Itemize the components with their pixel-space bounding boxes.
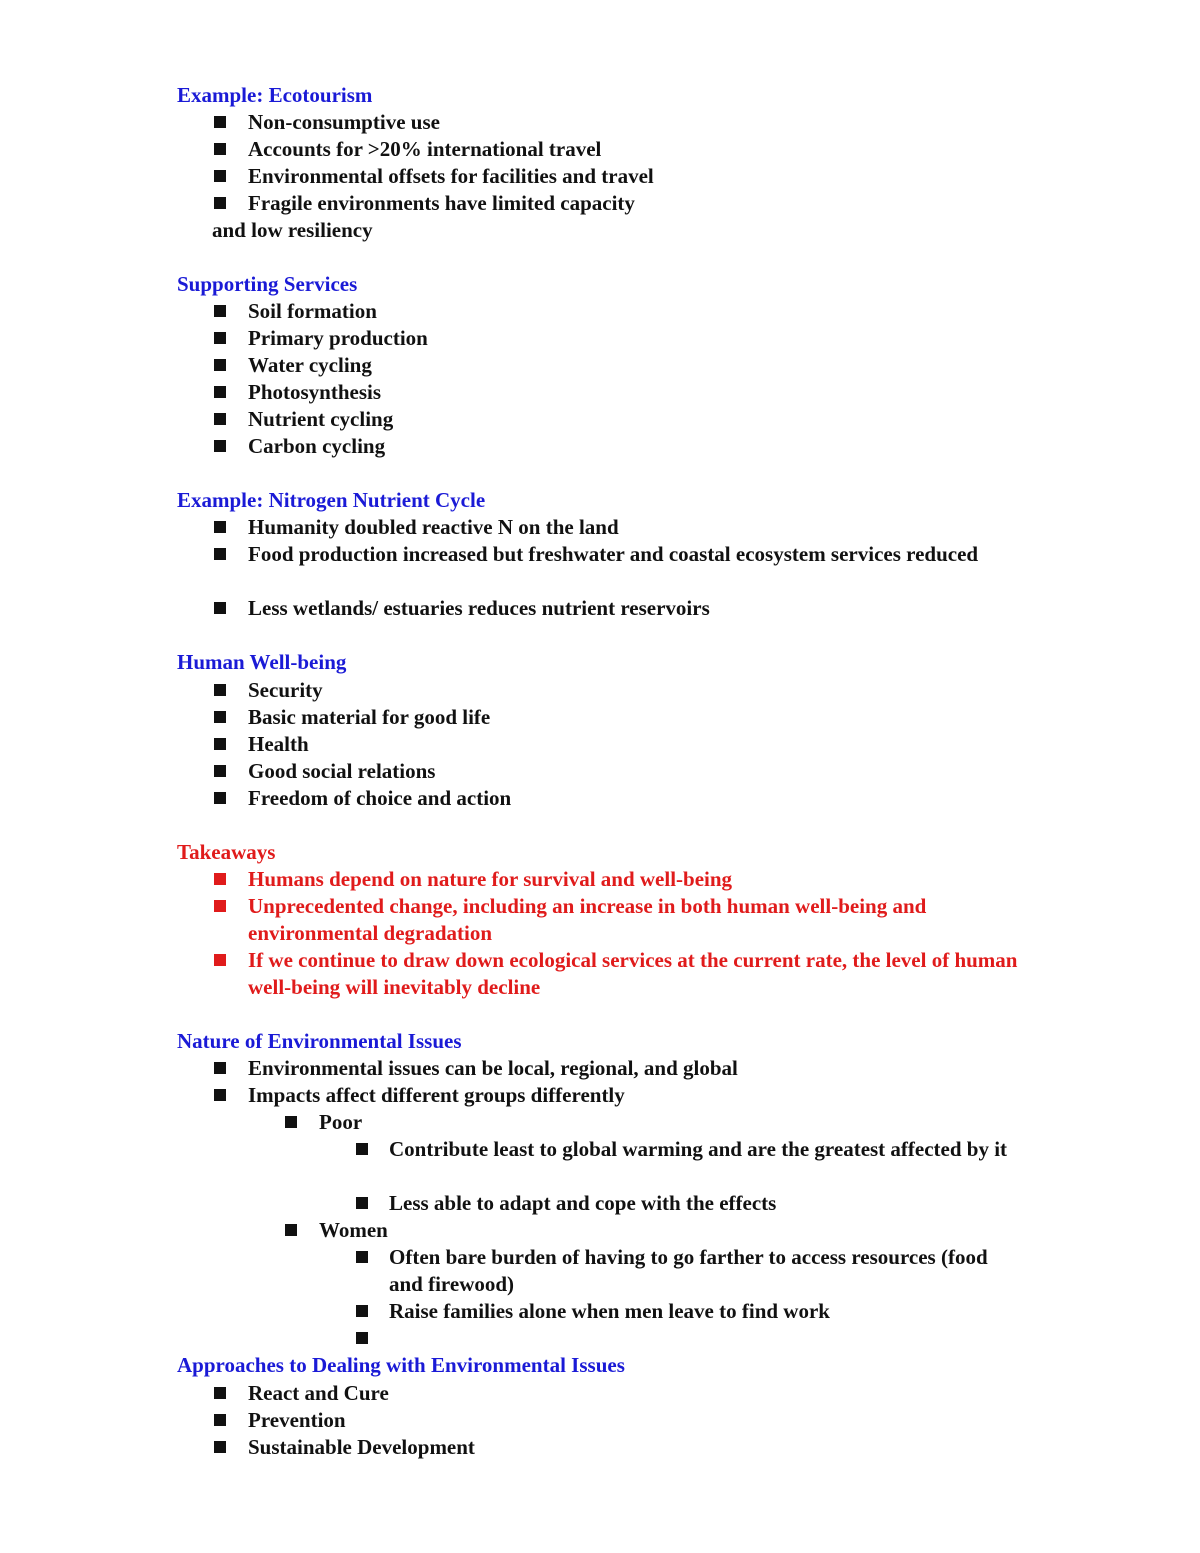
- square-bullet-icon: [214, 765, 226, 777]
- square-bullet-icon: [214, 1089, 226, 1101]
- list-item-text: Non-consumptive use: [248, 110, 440, 134]
- square-bullet-icon: [214, 116, 226, 128]
- square-bullet-icon: [214, 954, 226, 966]
- square-bullet-icon: [214, 1414, 226, 1426]
- sub-sub-list-item: [356, 1136, 1046, 1163]
- sub-list-item-women: [285, 1217, 985, 1244]
- heading-approaches: Approaches to Dealing with Environmental Issues: [177, 1353, 625, 1377]
- list-item-text: Raise families alone when men leave to find work: [389, 1299, 830, 1323]
- takeaway-text: If we continue to draw down ecological services at the current rate, the level of human well-being will inevitably decline: [248, 948, 1018, 999]
- heading-ecotourism: Example: Ecotourism: [177, 83, 373, 107]
- list-item-text: Less able to adapt and cope with the effects: [389, 1191, 777, 1215]
- list-item: [214, 1380, 1014, 1407]
- list-item-text: Water cycling: [248, 353, 372, 377]
- list-item-text: Carbon cycling: [248, 434, 386, 458]
- list-item-text: Soil formation: [248, 299, 377, 323]
- square-bullet-icon: [214, 386, 226, 398]
- list-item-text: Freedom of choice and action: [248, 786, 512, 810]
- list-item-text: Health: [248, 732, 309, 756]
- square-bullet-icon: [214, 305, 226, 317]
- list-item-text: Primary production: [248, 326, 428, 350]
- list-item: [214, 136, 1014, 163]
- square-bullet-icon: [356, 1143, 368, 1155]
- square-bullet-icon: [214, 900, 226, 912]
- list-item: [214, 785, 1014, 812]
- square-bullet-icon: [214, 143, 226, 155]
- square-bullet-icon: [285, 1224, 297, 1236]
- square-bullet-icon: [214, 521, 226, 533]
- square-bullet-icon: [214, 548, 226, 560]
- sub-list-label: Women: [319, 1218, 388, 1242]
- list-item: [214, 1055, 1014, 1082]
- square-bullet-icon: [356, 1305, 368, 1317]
- square-bullet-icon: [214, 1441, 226, 1453]
- list-item: [214, 1407, 1014, 1434]
- takeaway-item: [214, 866, 1044, 893]
- list-item: [214, 758, 1014, 785]
- list-item: [214, 704, 1014, 731]
- heading-takeaways: Takeaways: [177, 840, 276, 864]
- list-item-text: Prevention: [248, 1408, 346, 1432]
- square-bullet-icon: [285, 1116, 297, 1128]
- list-item-text: Environmental issues can be local, regional, and global: [248, 1056, 738, 1080]
- takeaway-text: Humans depend on nature for survival and well-being: [248, 867, 733, 891]
- list-item-text: Accounts for >20% international travel: [248, 137, 602, 161]
- takeaway-text: Unprecedented change, including an increase in both human well-being and environmental degradation: [248, 894, 927, 945]
- heading-nature-of-issues: Nature of Environmental Issues: [177, 1029, 462, 1053]
- list-item-text: Fragile environments have limited capacity: [248, 191, 635, 215]
- square-bullet-icon: [214, 332, 226, 344]
- list-item: [214, 406, 1014, 433]
- list-item-text: Humanity doubled reactive N on the land: [248, 515, 619, 539]
- square-bullet-icon: [356, 1197, 368, 1209]
- square-bullet-icon: [214, 684, 226, 696]
- square-bullet-icon: [214, 440, 226, 452]
- square-bullet-icon: [214, 602, 226, 614]
- takeaway-item: [214, 947, 1044, 1001]
- list-item: [214, 1082, 1014, 1109]
- list-item-text: Security: [248, 678, 323, 702]
- list-item-text: Impacts affect different groups differently: [248, 1083, 625, 1107]
- sub-sub-list-item: [356, 1190, 1036, 1217]
- square-bullet-icon: [356, 1332, 368, 1344]
- list-item-continuation: and low resiliency: [212, 218, 373, 242]
- sub-list-item-poor: [285, 1109, 985, 1136]
- square-bullet-icon: [214, 197, 226, 209]
- square-bullet-icon: [214, 738, 226, 750]
- list-item-text: Sustainable Development: [248, 1435, 475, 1459]
- list-item-text: Good social relations: [248, 759, 436, 783]
- list-item-text: Photosynthesis: [248, 380, 382, 404]
- list-item: [214, 109, 1014, 136]
- list-item: [214, 163, 1014, 190]
- list-item: [214, 352, 1014, 379]
- list-item-text: Environmental offsets for facilities and travel: [248, 164, 654, 188]
- list-item: [214, 595, 1014, 622]
- heading-human-wellbeing: Human Well-being: [177, 650, 347, 674]
- list-item: [214, 677, 1014, 704]
- sub-list-label: Poor: [319, 1110, 363, 1134]
- list-item-text: Nutrient cycling: [248, 407, 394, 431]
- list-item: [214, 731, 1014, 758]
- square-bullet-icon: [214, 1387, 226, 1399]
- list-item: [214, 1434, 1014, 1461]
- square-bullet-icon: [214, 873, 226, 885]
- takeaway-item: [214, 893, 1014, 947]
- list-item: [214, 433, 1014, 460]
- list-item: [214, 514, 1014, 541]
- list-item: [214, 325, 1014, 352]
- list-item-text: Less wetlands/ estuaries reduces nutrient reservoirs: [248, 596, 710, 620]
- heading-supporting-services: Supporting Services: [177, 272, 358, 296]
- sub-sub-list-item: [356, 1298, 1036, 1325]
- heading-nitrogen-cycle: Example: Nitrogen Nutrient Cycle: [177, 488, 486, 512]
- list-item-text: Often bare burden of having to go farther to access resources (food and firewood): [389, 1245, 988, 1296]
- list-item: [214, 379, 1014, 406]
- list-item-text: Food production increased but freshwater and coastal ecosystem services reduced: [248, 542, 979, 566]
- square-bullet-icon: [356, 1251, 368, 1263]
- square-bullet-icon: [214, 1062, 226, 1074]
- list-item-text: Basic material for good life: [248, 705, 491, 729]
- list-item-text: React and Cure: [248, 1381, 389, 1405]
- list-item: [214, 541, 1004, 568]
- square-bullet-icon: [214, 792, 226, 804]
- sub-sub-list-item-empty: [356, 1325, 1036, 1352]
- list-item-text: Contribute least to global warming and are the greatest affected by it: [389, 1137, 1008, 1161]
- square-bullet-icon: [214, 711, 226, 723]
- list-item: [214, 190, 1014, 217]
- square-bullet-icon: [214, 359, 226, 371]
- square-bullet-icon: [214, 170, 226, 182]
- list-item: [214, 298, 1014, 325]
- sub-sub-list-item: [356, 1244, 1016, 1298]
- square-bullet-icon: [214, 413, 226, 425]
